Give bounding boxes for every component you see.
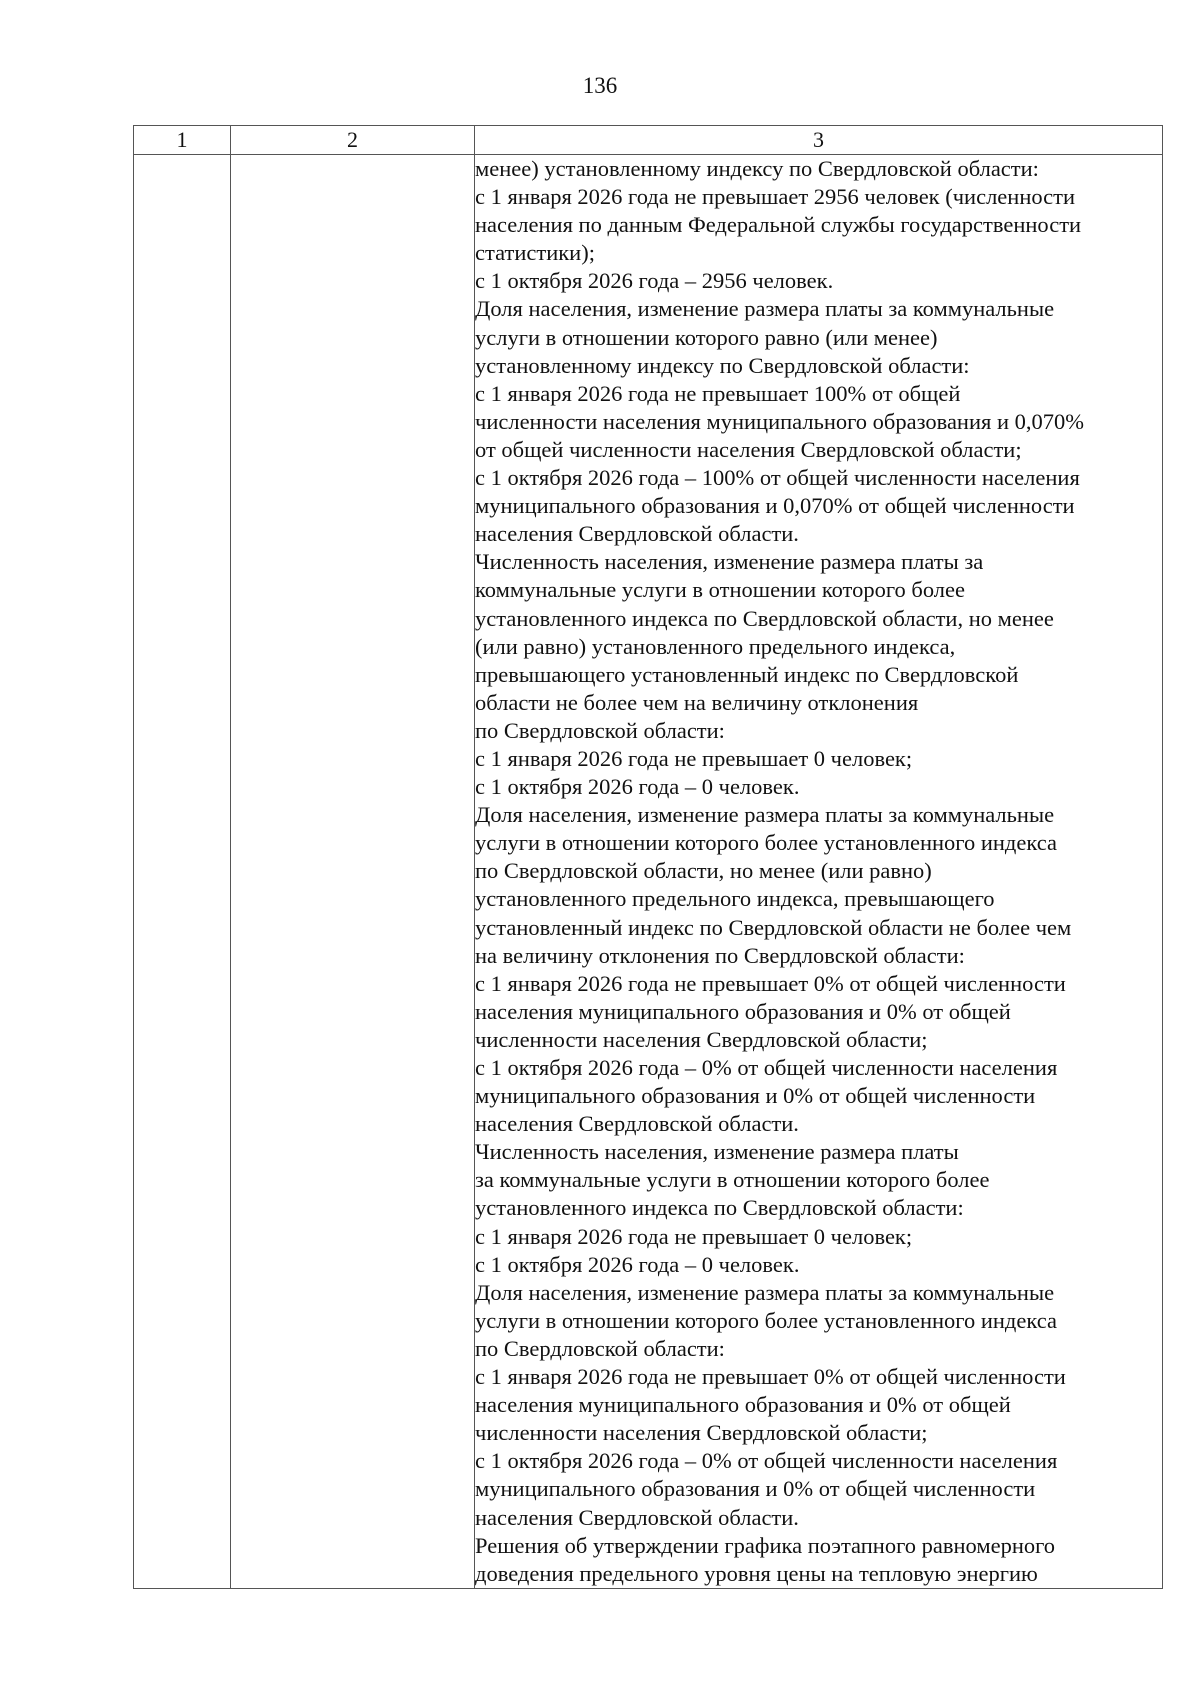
text-line: населения Свердловской области.	[475, 1111, 799, 1137]
text-line: с 1 января 2026 года не превышает 0 человек;	[475, 745, 913, 771]
text-line: населения по данным Федеральной службы государственности	[475, 212, 1082, 238]
text-line: численности населения муниципального образования и 0,070%	[475, 408, 1085, 434]
table-header-row	[134, 126, 1163, 155]
text-line: услуги в отношении которого равно (или менее)	[475, 324, 938, 350]
document-table	[133, 125, 1163, 1589]
text-line: коммунальные услуги в отношении которого более	[475, 577, 965, 603]
text-line: статистики);	[475, 240, 595, 266]
text-line: населения Свердловской области.	[475, 1504, 799, 1530]
text-line: (или равно) установленного предельного индекса,	[475, 633, 956, 659]
text-line: населения муниципального образования и 0% от общей	[475, 998, 1011, 1024]
column-1-cell	[134, 155, 231, 1589]
text-line: с 1 января 2026 года не превышает 0% от общей численности	[475, 970, 1066, 996]
text-line: менее) установленному индексу по Свердловской области:	[475, 156, 1039, 181]
text-line: с 1 октября 2026 года – 100% от общей численности населения	[475, 465, 1080, 491]
text-line: Доля населения, изменение размера платы за коммунальные	[475, 296, 1055, 322]
text-line: Доля населения, изменение размера платы за коммунальные	[475, 1279, 1055, 1305]
text-line: с 1 января 2026 года не превышает 0% от общей численности	[475, 1364, 1066, 1390]
column-3-cell	[475, 155, 1163, 1589]
text-line: по Свердловской области, но менее (или равно)	[475, 858, 932, 884]
text-line: превышающего установленный индекс по Свердловской	[475, 661, 1019, 687]
text-line: муниципального образования и 0,070% от общей численности	[475, 493, 1075, 519]
page-number: 136	[582, 73, 618, 98]
text-line: за коммунальные услуги в отношении которого более	[475, 1167, 990, 1193]
text-line: Численность населения, изменение размера платы за	[475, 549, 984, 575]
text-line: услуги в отношении которого более установленного индекса	[475, 830, 1057, 856]
text-line: населения муниципального образования и 0% от общей	[475, 1392, 1011, 1418]
text-line: Решения об утверждении графика поэтапного равномерного	[475, 1532, 1056, 1558]
column-2-cell	[231, 155, 475, 1589]
text-line: с 1 октября 2026 года – 2956 человек.	[475, 268, 834, 294]
text-line: установленному индексу по Свердловской области:	[475, 352, 970, 378]
text-line: Численность населения, изменение размера платы	[475, 1139, 959, 1165]
text-line: с 1 октября 2026 года – 0% от общей численности населения	[475, 1448, 1058, 1474]
text-line: доведения предельного уровня цены на тепловую энергию	[475, 1560, 1038, 1586]
text-line: населения Свердловской области.	[475, 521, 799, 547]
text-line: от общей численности населения Свердловской области;	[475, 436, 1022, 462]
text-line: с 1 октября 2026 года – 0 человек.	[475, 1251, 800, 1277]
text-line: области не более чем на величину отклонения	[475, 689, 919, 715]
column-header-1: 1	[134, 126, 231, 155]
text-line: по Свердловской области:	[475, 717, 725, 743]
text-line: с 1 октября 2026 года – 0% от общей численности населения	[475, 1055, 1058, 1080]
table-row	[134, 155, 1163, 1589]
text-line: с 1 октября 2026 года – 0 человек.	[475, 774, 800, 800]
text-line: с 1 января 2026 года не превышает 2956 человек (численности	[475, 184, 1076, 210]
text-line: с 1 января 2026 года не превышает 100% от общей	[475, 380, 961, 406]
text-line: услуги в отношении которого более установленного индекса	[475, 1307, 1057, 1333]
column-header-2: 2	[231, 126, 475, 155]
text-line: установленного индекса по Свердловской области, но менее	[475, 605, 1054, 631]
text-line: муниципального образования и 0% от общей численности	[475, 1083, 1036, 1109]
text-line: численности населения Свердловской области;	[475, 1420, 928, 1446]
text-line: с 1 января 2026 года не превышает 0 человек;	[475, 1223, 913, 1249]
column-header-3: 3	[475, 126, 1163, 155]
text-line: численности населения Свердловской области;	[475, 1026, 928, 1052]
text-line: установленного предельного индекса, превышающего	[475, 886, 995, 912]
text-line: по Свердловской области:	[475, 1335, 725, 1361]
text-line: Доля населения, изменение размера платы за коммунальные	[475, 802, 1055, 828]
text-line: установленный индекс по Свердловской области не более чем	[475, 914, 1072, 940]
column-3-text	[475, 155, 1162, 1588]
text-line: муниципального образования и 0% от общей численности	[475, 1476, 1036, 1502]
text-line: на величину отклонения по Свердловской области:	[475, 942, 965, 968]
text-line: установленного индекса по Свердловской области:	[475, 1195, 964, 1221]
